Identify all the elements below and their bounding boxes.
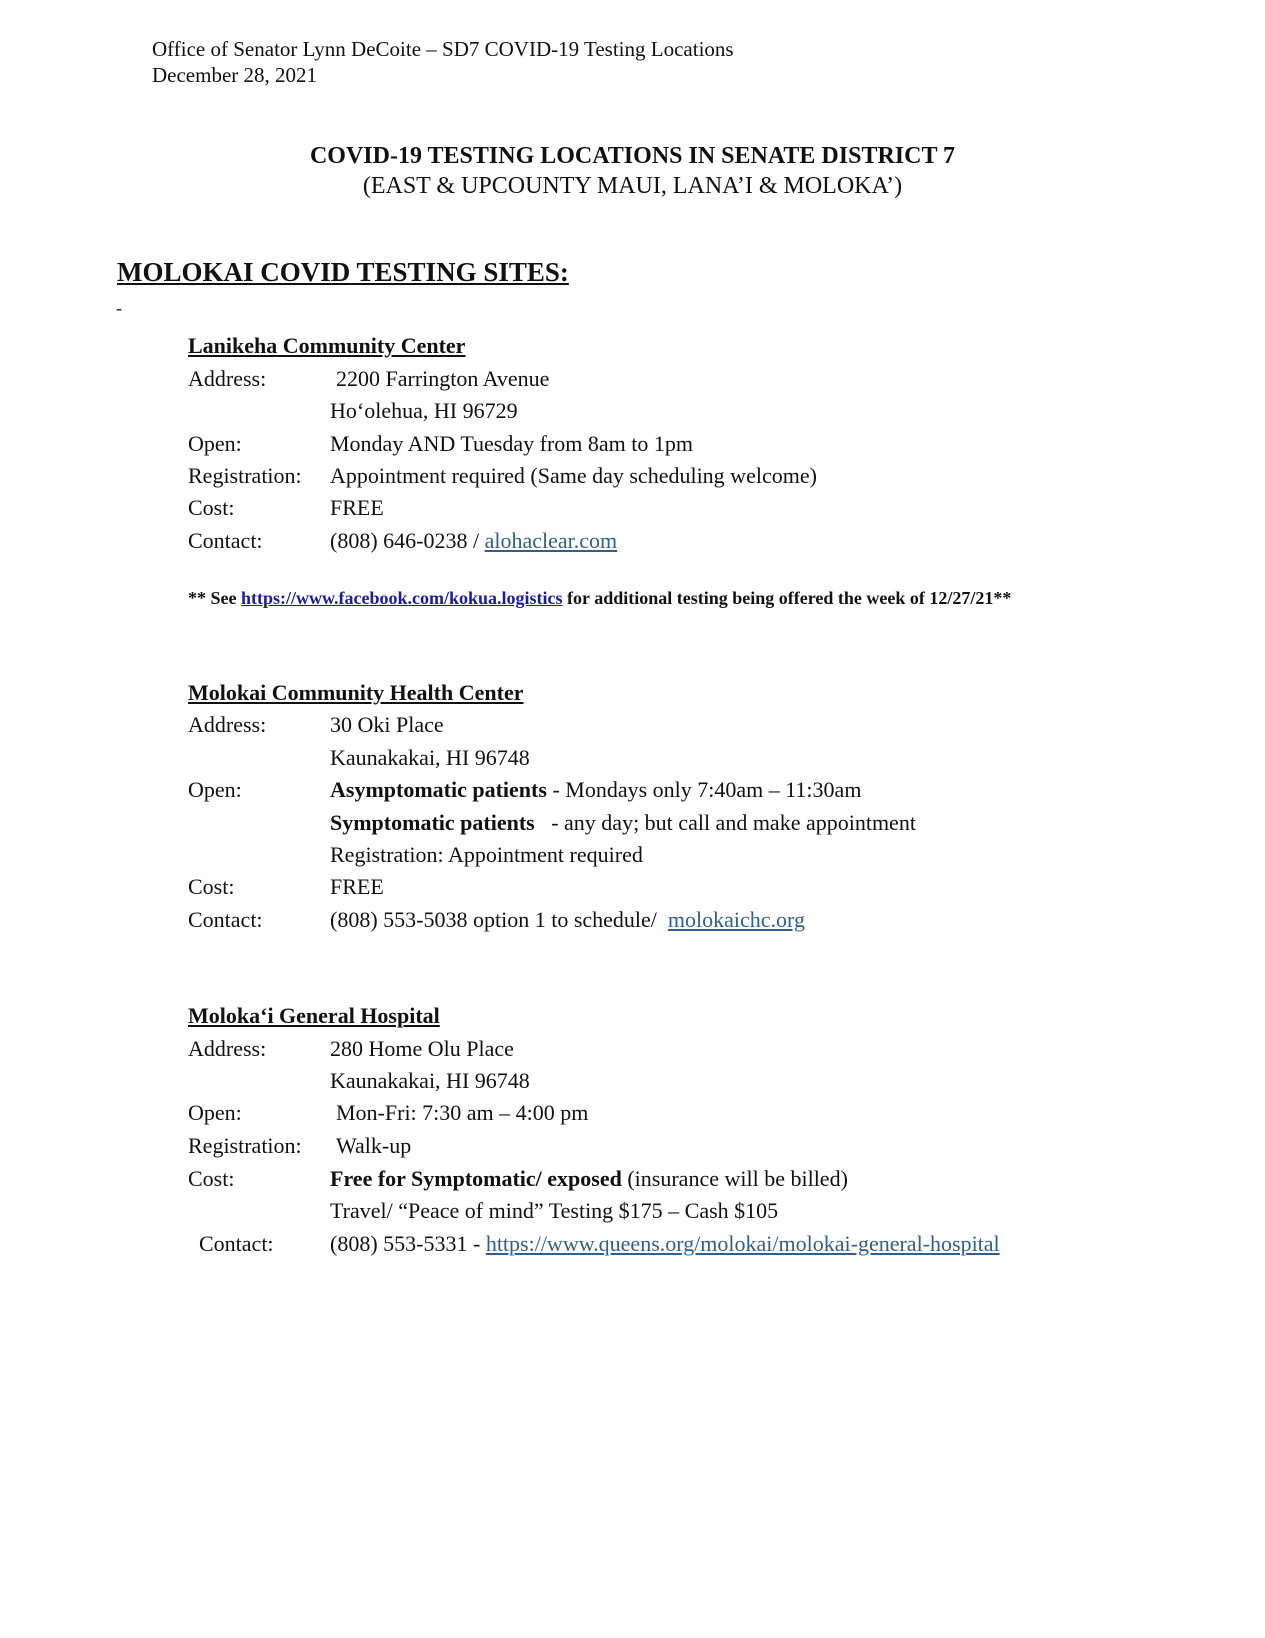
address-line1: 2200 Farrington Avenue bbox=[336, 366, 550, 391]
contact-phone: (808) 553-5331 - bbox=[330, 1231, 486, 1256]
cost-line1 bbox=[330, 1166, 848, 1192]
address-line2: Kaunakakai, HI 96748 bbox=[330, 1068, 530, 1093]
note-prefix: ** See bbox=[188, 588, 241, 608]
registration-label: Registration: bbox=[188, 1133, 302, 1158]
site-name-molokai-chc: Molokai Community Health Center bbox=[188, 680, 524, 705]
address-line1: 280 Home Olu Place bbox=[330, 1036, 514, 1061]
cost-label: Cost: bbox=[188, 495, 235, 520]
address-line1: 30 Oki Place bbox=[330, 712, 444, 737]
contact-label: Contact: bbox=[188, 907, 263, 932]
contact-value bbox=[330, 528, 617, 554]
contact-value bbox=[330, 1231, 1000, 1257]
symptomatic-label: Symptomatic patients bbox=[330, 810, 535, 835]
alohaclear-link[interactable]: alohaclear.com bbox=[484, 528, 618, 553]
page-subtitle: (EAST & UPCOUNTY MAUI, LANA’I & MOLOKA’) bbox=[362, 173, 903, 199]
molokaichc-link[interactable]: molokaichc.org bbox=[667, 907, 805, 932]
queens-molokai-link[interactable]: https://www.queens.org/molokai/molokai-general-hospital bbox=[485, 1231, 1000, 1256]
symptomatic-hours: - any day; but call and make appointment bbox=[534, 810, 916, 835]
facebook-kokua-link[interactable]: https://www.facebook.com/kokua.logistics bbox=[241, 588, 563, 608]
address-line2: Ho‘olehua, HI 96729 bbox=[330, 398, 518, 423]
open-symptomatic bbox=[330, 810, 916, 836]
address-line2: Kaunakakai, HI 96748 bbox=[330, 745, 530, 770]
contact-label: Contact: bbox=[188, 528, 263, 553]
stray-dash-mark: - bbox=[116, 298, 122, 318]
additional-testing-note bbox=[188, 588, 1011, 609]
registration-value: Appointment required (Same day scheduling welcome) bbox=[330, 463, 817, 488]
section-heading: MOLOKAI COVID TESTING SITES: bbox=[117, 257, 569, 287]
header-office-line: Office of Senator Lynn DeCoite – SD7 COVID-19 Testing Locations bbox=[152, 37, 734, 61]
address-label: Address: bbox=[188, 712, 267, 737]
registration-label: Registration: bbox=[188, 463, 302, 488]
contact-phone: (808) 553-5038 option 1 to schedule/ bbox=[330, 907, 668, 932]
address-label: Address: bbox=[188, 1036, 267, 1061]
open-label: Open: bbox=[188, 431, 242, 456]
asymptomatic-hours: - Mondays only 7:40am – 11:30am bbox=[546, 777, 862, 802]
address-label: Address: bbox=[188, 366, 267, 391]
registration-line: Registration: Appointment required bbox=[330, 842, 643, 867]
page-title: COVID-19 TESTING LOCATIONS IN SENATE DISTRICT 7 bbox=[309, 143, 956, 169]
site-name-molokai-general-hospital: Moloka‘i General Hospital bbox=[188, 1003, 440, 1028]
cost-value: FREE bbox=[330, 874, 384, 899]
header-date: December 28, 2021 bbox=[152, 63, 318, 87]
cost-symptomatic-free: Free for Symptomatic/ exposed bbox=[330, 1166, 622, 1191]
open-value: Monday AND Tuesday from 8am to 1pm bbox=[330, 431, 693, 456]
registration-value: Walk-up bbox=[336, 1133, 412, 1158]
cost-insurance-note: (insurance will be billed) bbox=[621, 1166, 848, 1191]
open-label: Open: bbox=[188, 777, 242, 802]
open-label: Open: bbox=[188, 1100, 242, 1125]
open-asymptomatic bbox=[330, 777, 861, 803]
cost-line2: Travel/ “Peace of mind” Testing $175 – Cash $105 bbox=[330, 1198, 779, 1223]
contact-phone: (808) 646-0238 / bbox=[330, 528, 485, 553]
asymptomatic-label: Asymptomatic patients bbox=[330, 777, 547, 802]
contact-label: Contact: bbox=[199, 1231, 274, 1256]
contact-value bbox=[330, 907, 805, 933]
cost-label: Cost: bbox=[188, 1166, 235, 1191]
open-value: Mon-Fri: 7:30 am – 4:00 pm bbox=[336, 1100, 589, 1125]
cost-label: Cost: bbox=[188, 874, 235, 899]
cost-value: FREE bbox=[330, 495, 384, 520]
site-name-lanikeha: Lanikeha Community Center bbox=[188, 333, 466, 358]
note-suffix: for additional testing being offered the week of 12/27/21** bbox=[562, 588, 1012, 608]
